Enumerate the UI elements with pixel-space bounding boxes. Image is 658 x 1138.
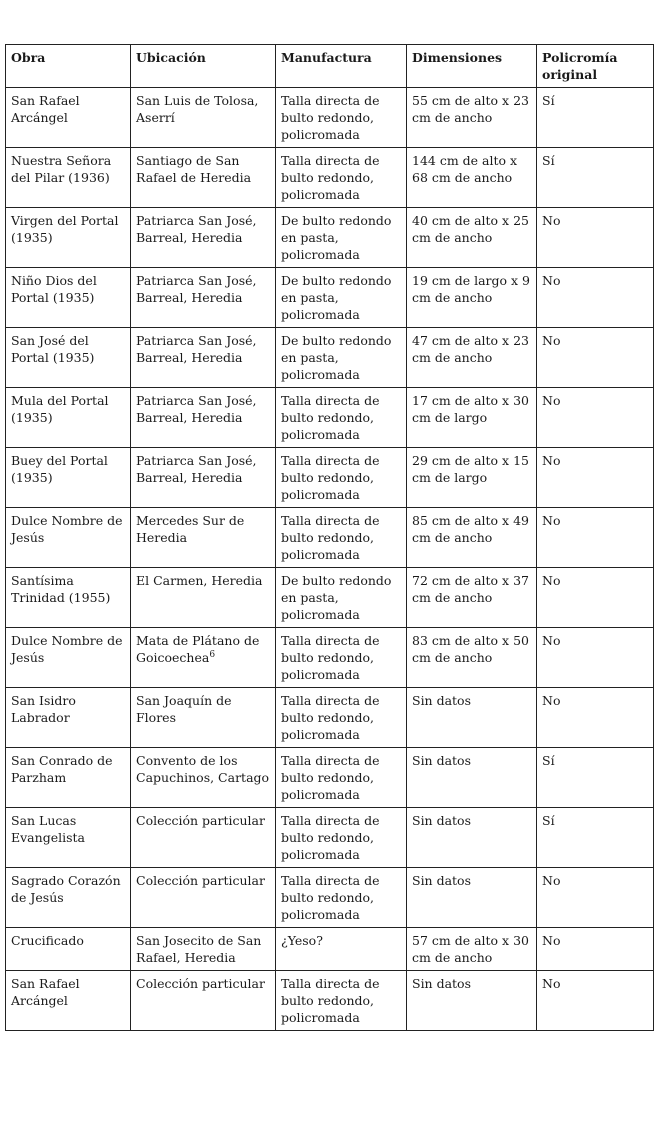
- cell-manufactura: ¿Yeso?: [276, 928, 407, 971]
- table-row: [6, 448, 654, 508]
- cell-manufactura: De bulto redondo en pasta, policromada: [276, 328, 407, 388]
- cell-dimensiones: 83 cm de alto x 50 cm de ancho: [407, 628, 537, 688]
- table-row: [6, 508, 654, 568]
- header-dimensiones: Dimensiones: [407, 45, 537, 88]
- cell-manufactura: Talla directa de bulto redondo, policromada: [276, 688, 407, 748]
- cell-policromia: No: [537, 568, 654, 628]
- cell-manufactura: Talla directa de bulto redondo, policromada: [276, 628, 407, 688]
- cell-ubicacion: San Joaquín de Flores: [131, 688, 276, 748]
- cell-policromia: No: [537, 928, 654, 971]
- cell-dimensiones: 40 cm de alto x 25 cm de ancho: [407, 208, 537, 268]
- cell-policromia: No: [537, 868, 654, 928]
- table-row: [6, 971, 654, 1031]
- cell-dimensiones: 72 cm de alto x 37 cm de ancho: [407, 568, 537, 628]
- cell-dimensiones: Sin datos: [407, 748, 537, 808]
- cell-obra: Dulce Nombre de Jesús: [6, 628, 131, 688]
- cell-policromia: No: [537, 328, 654, 388]
- cell-ubicacion: Colección particular: [131, 868, 276, 928]
- cell-obra: Mula del Portal (1935): [6, 388, 131, 448]
- cell-ubicacion: Mercedes Sur de Heredia: [131, 508, 276, 568]
- cell-dimensiones: 144 cm de alto x 68 cm de ancho: [407, 148, 537, 208]
- cell-obra: Santísima Trinidad (1955): [6, 568, 131, 628]
- cell-ubicacion: El Carmen, Heredia: [131, 568, 276, 628]
- cell-dimensiones: 85 cm de alto x 49 cm de ancho: [407, 508, 537, 568]
- cell-manufactura: De bulto redondo en pasta, policromada: [276, 208, 407, 268]
- cell-dimensiones: 57 cm de alto x 30 cm de ancho: [407, 928, 537, 971]
- cell-policromia: No: [537, 628, 654, 688]
- cell-dimensiones: 55 cm de alto x 23 cm de ancho: [407, 88, 537, 148]
- works-table: [5, 44, 654, 1031]
- cell-manufactura: Talla directa de bulto redondo, policromada: [276, 808, 407, 868]
- cell-policromia: No: [537, 971, 654, 1031]
- cell-dimensiones: 29 cm de alto x 15 cm de largo: [407, 448, 537, 508]
- cell-policromia: Sí: [537, 148, 654, 208]
- cell-policromia: Sí: [537, 808, 654, 868]
- cell-dimensiones: Sin datos: [407, 808, 537, 868]
- cell-dimensiones: Sin datos: [407, 688, 537, 748]
- header-obra: Obra: [6, 45, 131, 88]
- cell-ubicacion: Patriarca San José, Barreal, Heredia: [131, 448, 276, 508]
- table-row: [6, 928, 654, 971]
- cell-ubicacion: Colección particular: [131, 808, 276, 868]
- cell-ubicacion: Patriarca San José, Barreal, Heredia: [131, 268, 276, 328]
- cell-policromia: Sí: [537, 88, 654, 148]
- cell-policromia: No: [537, 208, 654, 268]
- footnote-marker[interactable]: 6: [209, 649, 216, 660]
- cell-manufactura: Talla directa de bulto redondo, policromada: [276, 971, 407, 1031]
- cell-obra: San Rafael Arcángel: [6, 971, 131, 1031]
- table-row: [6, 148, 654, 208]
- cell-manufactura: Talla directa de bulto redondo, policromada: [276, 448, 407, 508]
- cell-manufactura: Talla directa de bulto redondo, policromada: [276, 88, 407, 148]
- cell-policromia: No: [537, 508, 654, 568]
- cell-obra: San Rafael Arcángel: [6, 88, 131, 148]
- cell-policromia: No: [537, 688, 654, 748]
- table-row: [6, 328, 654, 388]
- cell-ubicacion: San Josecito de San Rafael, Heredia: [131, 928, 276, 971]
- table-row: [6, 748, 654, 808]
- cell-obra: Sagrado Corazón de Jesús: [6, 868, 131, 928]
- cell-ubicacion-text: Mata de Plátano de Goicoechea: [136, 633, 260, 665]
- cell-ubicacion: San Luis de Tolosa, Aserrí: [131, 88, 276, 148]
- table-row: [6, 868, 654, 928]
- cell-ubicacion: Santiago de San Rafael de Heredia: [131, 148, 276, 208]
- table-row: [6, 628, 654, 688]
- cell-dimensiones: 47 cm de alto x 23 cm de ancho: [407, 328, 537, 388]
- cell-policromia: No: [537, 448, 654, 508]
- cell-obra: Nuestra Señora del Pilar (1936): [6, 148, 131, 208]
- cell-dimensiones: 17 cm de alto x 30 cm de largo: [407, 388, 537, 448]
- cell-ubicacion: Patriarca San José, Barreal, Heredia: [131, 328, 276, 388]
- cell-dimensiones: 19 cm de largo x 9 cm de ancho: [407, 268, 537, 328]
- cell-manufactura: De bulto redondo en pasta, policromada: [276, 568, 407, 628]
- table-row: [6, 268, 654, 328]
- cell-obra: San José del Portal (1935): [6, 328, 131, 388]
- cell-ubicacion: Patriarca San José, Barreal, Heredia: [131, 208, 276, 268]
- cell-obra: Virgen del Portal (1935): [6, 208, 131, 268]
- cell-ubicacion: [131, 628, 276, 688]
- table-row: [6, 208, 654, 268]
- cell-obra: Niño Dios del Portal (1935): [6, 268, 131, 328]
- cell-manufactura: Talla directa de bulto redondo, policromada: [276, 388, 407, 448]
- table-row: [6, 688, 654, 748]
- cell-ubicacion: Convento de los Capuchinos, Cartago: [131, 748, 276, 808]
- header-policromia: Policromía original: [537, 45, 654, 88]
- cell-dimensiones: Sin datos: [407, 868, 537, 928]
- cell-manufactura: Talla directa de bulto redondo, policromada: [276, 148, 407, 208]
- cell-manufactura: De bulto redondo en pasta, policromada: [276, 268, 407, 328]
- cell-ubicacion: Colección particular: [131, 971, 276, 1031]
- cell-obra: Crucificado: [6, 928, 131, 971]
- header-manufactura: Manufactura: [276, 45, 407, 88]
- cell-policromia: Sí: [537, 748, 654, 808]
- cell-manufactura: Talla directa de bulto redondo, policromada: [276, 508, 407, 568]
- cell-obra: Buey del Portal (1935): [6, 448, 131, 508]
- table-row: [6, 88, 654, 148]
- cell-ubicacion: Patriarca San José, Barreal, Heredia: [131, 388, 276, 448]
- cell-obra: Dulce Nombre de Jesús: [6, 508, 131, 568]
- table-row: [6, 568, 654, 628]
- header-ubicacion: Ubicación: [131, 45, 276, 88]
- cell-policromia: No: [537, 268, 654, 328]
- table-row: [6, 808, 654, 868]
- cell-obra: San Conrado de Parzham: [6, 748, 131, 808]
- cell-obra: San Isidro Labrador: [6, 688, 131, 748]
- cell-policromia: No: [537, 388, 654, 448]
- cell-dimensiones: Sin datos: [407, 971, 537, 1031]
- cell-manufactura: Talla directa de bulto redondo, policromada: [276, 748, 407, 808]
- table-header-row: [6, 45, 654, 88]
- table-row: [6, 388, 654, 448]
- cell-manufactura: Talla directa de bulto redondo, policromada: [276, 868, 407, 928]
- cell-obra: San Lucas Evangelista: [6, 808, 131, 868]
